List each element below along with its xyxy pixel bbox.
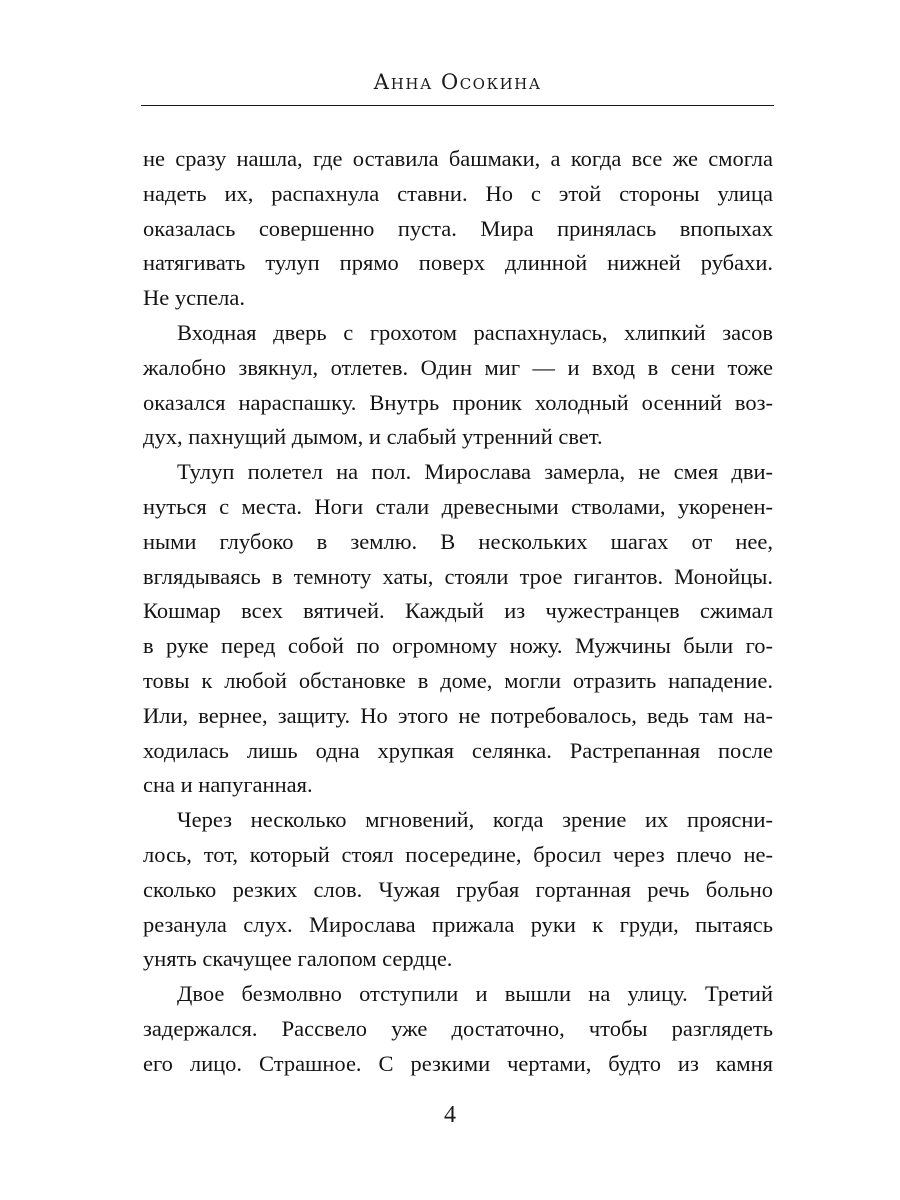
text-line: ными глубоко в землю. В нескольких шагах от нее, [143,528,773,554]
text-line: унять скачущее галопом сердце. [143,946,453,972]
text-line: сна и напуганная. [143,772,313,798]
text-line: товы к любой обстановке в доме, могли отразить нападение. [143,667,773,693]
text-line: задержался. Рассвело уже достаточно, чтобы разглядеть [143,1015,773,1041]
text-line: Входная дверь с грохотом распахнулась, хлипкий засов [177,319,773,345]
text-line: его лицо. Страшное. С резкими чертами, будто из камня [143,1050,773,1076]
text-line: в руке перед собой по огромному ножу. Мужчины были го- [143,633,773,659]
text-line: не сразу нашла, где оставила башмаки, а когда все же смогла [143,146,773,171]
text-line: Не успела. [143,285,245,311]
body-text [143,142,773,1082]
text-line: Или, вернее, защиту. Но этого не потребовалось, ведь там на- [143,702,773,728]
text-line: Кошмар всех вятичей. Каждый из чужестранцев сжимал [143,598,773,624]
text-line: сколько резких слов. Чужая грубая гортанная речь больно [143,876,773,902]
text-line: оказалась совершенно пуста. Мира принялась впопыхах [143,215,773,241]
text-line: ходилась лишь одна хрупкая селянка. Растрепанная после [143,737,773,763]
text-line: вглядываясь в темноту хаты, стояли трое гигантов. Монойцы. [143,563,773,589]
paragraph [143,455,773,803]
text-line: Двое безмолвно отступили и вышли на улицу. Третий [177,981,773,1007]
text-line: лось, тот, который стоял посередине, бросил через плечо не- [143,841,773,867]
running-head-author: Анна Осокина [373,70,542,94]
text-line: Через несколько мгновений, когда зрение их проясни- [177,807,773,833]
text-line: оказался нараспашку. Внутрь проник холодный осенний воз- [143,389,773,415]
text-line: жалобно звякнул, отлетев. Один миг — и вход в сени тоже [143,354,773,380]
text-line: надеть их, распахнула ставни. Но с этой стороны улица [143,180,773,206]
text-line: натягивать тулуп прямо поверх длинной нижней рубахи. [143,250,773,276]
paragraph [143,142,773,316]
text-line: нуться с места. Ноги стали древесными стволами, укоренен- [143,493,773,519]
paragraph [143,977,773,1081]
page-number: 4 [444,1102,456,1128]
paragraph [143,316,773,455]
text-line: Тулуп полетел на пол. Мирослава замерла, не смея дви- [177,459,773,485]
text-line: резанула слух. Мирослава прижала руки к груди, пытаясь [143,911,773,937]
text-line: дух, пахнущий дымом, и слабый утренний свет. [143,424,603,450]
paragraph [143,803,773,977]
header-rule [141,105,774,106]
